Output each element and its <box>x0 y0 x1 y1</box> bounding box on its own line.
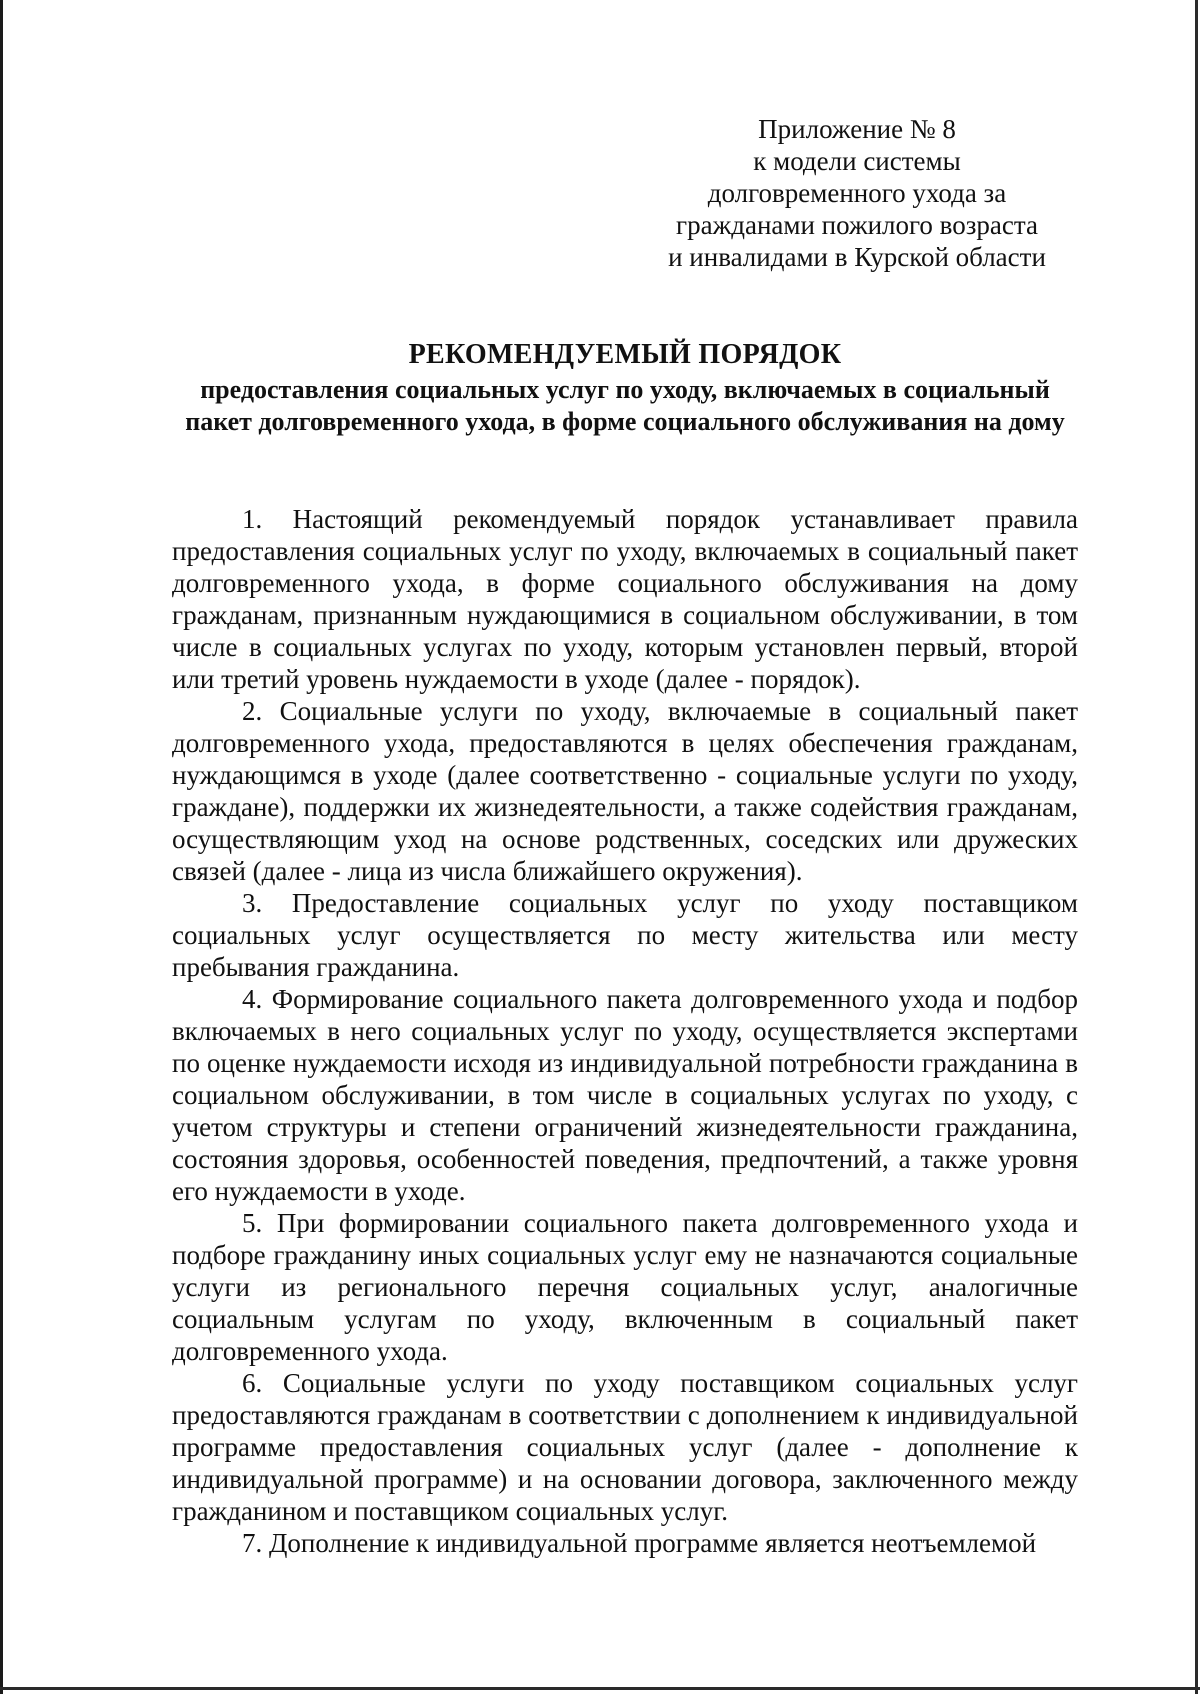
paragraph-2: 2. Социальные услуги по уходу, включаемые в социальный пакет долговременного ухода, предоставляются в целях обеспечения гражданам, нуждающимся в уходе (далее соответственно - социальные услуги по уходу, граждане), поддержки их жизнедеятельности, а также содействия гражданам, осуществляющим уход на основе родственных, соседских или дружеских связей (далее - лица из числа ближайшего окружения). <box>172 696 1078 886</box>
paragraph-7: 7. Дополнение к индивидуальной программе является неотъемлемой <box>242 1528 1037 1558</box>
appendix-header <box>637 113 1077 273</box>
appendix-line: долговременного ухода за <box>707 178 1007 208</box>
paragraph-6: 6. Социальные услуги по уходу поставщиком социальных услуг предоставляются гражданам в соответствии с дополнением к индивидуальной программе предоставления социальных услуг (далее - дополнение к индивидуальной программе) и на основании договора, заключенного между гражданином и поставщиком социальных услуг. <box>172 1368 1078 1526</box>
document-title <box>170 338 1080 438</box>
appendix-line: и инвалидами в Курской области <box>668 242 1046 272</box>
scan-edge-left <box>0 0 3 1694</box>
paragraph-4: 4. Формирование социального пакета долговременного ухода и подбор включаемых в него социальных услуг по уходу, осуществляется экспертами по оценке нуждаемости исходя из индивидуальной потребности гражданина в социальном обслуживании, в том числе в социальных услугах по уходу, с учетом структуры и степени ограничений жизнедеятельности гражданина, состояния здоровья, особенностей поведения, предпочтений, а также уровня его нуждаемости в уходе. <box>172 984 1078 1206</box>
scan-edge-bottom <box>0 1687 1200 1690</box>
appendix-line: гражданами пожилого возраста <box>676 210 1038 240</box>
paragraph-5: 5. При формировании социального пакета долговременного ухода и подборе гражданину иных социальных услуг ему не назначаются социальные услуги из регионального перечня социальных услуг, аналогичные социальным услугам по уходу, включенным в социальный пакет долговременного ухода. <box>172 1208 1078 1366</box>
scan-edge-right <box>1195 0 1198 1694</box>
document-body <box>172 503 1078 1559</box>
appendix-line: к модели системы <box>753 146 961 176</box>
appendix-line: Приложение № 8 <box>758 114 956 144</box>
title-subtitle: предоставления социальных услуг по уходу, включаемых в социальный пакет долговременного ухода, в форме социального обслуживания на дому <box>185 375 1065 436</box>
paragraph-3: 3. Предоставление социальных услуг по уходу поставщиком социальных услуг осуществляется по месту жительства или месту пребывания гражданина. <box>172 888 1078 982</box>
title-main: РЕКОМЕНДУЕМЫЙ ПОРЯДОК <box>408 339 842 370</box>
paragraph-1: 1. Настоящий рекомендуемый порядок устанавливает правила предоставления социальных услуг по уходу, включаемых в социальный пакет долговременного ухода, в форме социального обслуживания на дому гражданам, признанным нуждающимися в социальном обслуживании, в том числе в социальных услугах по уходу, которым установлен первый, второй или третий уровень нуждаемости в уходе (далее - порядок). <box>172 504 1078 694</box>
